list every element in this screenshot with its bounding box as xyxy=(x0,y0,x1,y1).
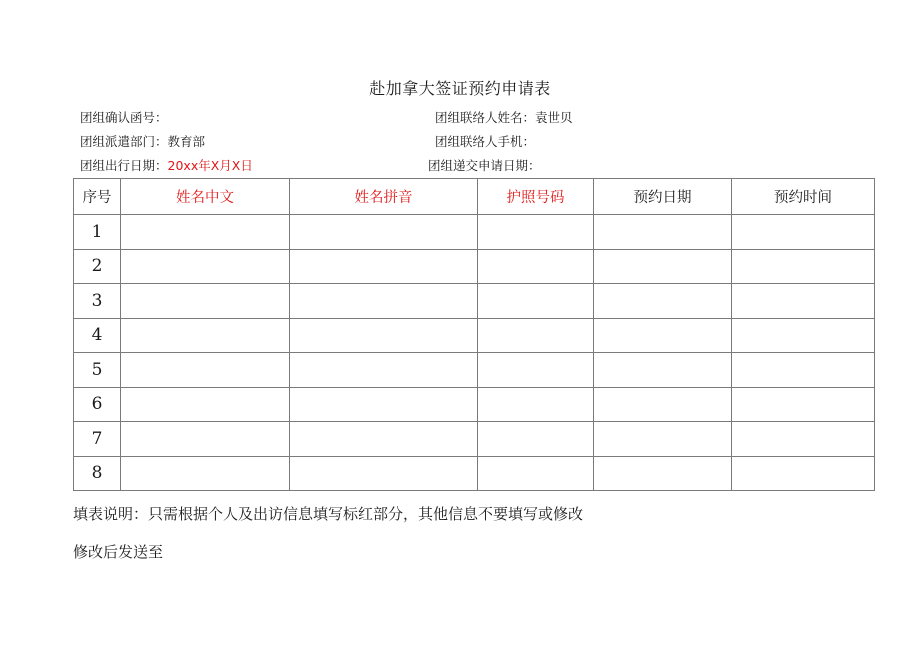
passport-number-cell[interactable] xyxy=(478,387,594,422)
contact-name-label: 团组联络人姓名： xyxy=(435,110,536,125)
appointment-table xyxy=(73,178,875,491)
name-pinyin-cell[interactable] xyxy=(290,387,478,422)
contact-name-field xyxy=(435,108,573,126)
appointment-date-cell[interactable] xyxy=(594,215,732,250)
appointment-time-cell[interactable] xyxy=(732,422,875,457)
appointment-date-cell[interactable] xyxy=(594,456,732,491)
name-pinyin-cell[interactable] xyxy=(290,284,478,319)
header-name-pinyin: 姓名拼音 xyxy=(290,179,478,215)
name-pinyin-cell[interactable] xyxy=(290,456,478,491)
passport-number-cell[interactable] xyxy=(478,353,594,388)
form-title: 赴加拿大签证预约申请表 xyxy=(369,79,551,98)
confirm-letter-label: 团组确认函号： xyxy=(80,110,168,125)
appointment-date-cell[interactable] xyxy=(594,318,732,353)
name-pinyin-cell[interactable] xyxy=(290,249,478,284)
appointment-date-cell[interactable] xyxy=(594,284,732,319)
name-chinese-cell[interactable] xyxy=(121,422,290,457)
name-pinyin-cell[interactable] xyxy=(290,353,478,388)
departure-date-value: 20xx年X月X日 xyxy=(167,158,253,173)
contact-phone-label: 团组联络人手机： xyxy=(435,134,536,149)
submit-date-field xyxy=(428,156,541,174)
departure-date-label: 团组出行日期： xyxy=(80,158,168,173)
confirm-letter-field xyxy=(80,108,168,126)
table-body xyxy=(74,215,875,491)
appointment-time-cell[interactable] xyxy=(732,284,875,319)
table-row xyxy=(74,215,875,250)
table-row xyxy=(74,249,875,284)
table-row xyxy=(74,353,875,388)
table-row xyxy=(74,422,875,457)
row-number: 5 xyxy=(74,353,121,388)
header-appointment-time: 预约时间 xyxy=(732,179,875,215)
dispatch-dept-value: 教育部 xyxy=(167,134,206,149)
table-row xyxy=(74,387,875,422)
appointment-time-cell[interactable] xyxy=(732,249,875,284)
table-header-row xyxy=(74,179,875,215)
contact-phone-field xyxy=(435,132,535,150)
appointment-date-cell[interactable] xyxy=(594,422,732,457)
dispatch-dept-label: 团组派遣部门： xyxy=(80,134,168,149)
name-chinese-cell[interactable] xyxy=(121,387,290,422)
table-row xyxy=(74,318,875,353)
appointment-time-cell[interactable] xyxy=(732,215,875,250)
name-chinese-cell[interactable] xyxy=(121,249,290,284)
table-row xyxy=(74,284,875,319)
name-chinese-cell[interactable] xyxy=(121,284,290,319)
header-appointment-date: 预约日期 xyxy=(594,179,732,215)
row-number: 8 xyxy=(74,456,121,491)
departure-date-field xyxy=(80,156,253,174)
appointment-time-cell[interactable] xyxy=(732,318,875,353)
table-row xyxy=(74,456,875,491)
passport-number-cell[interactable] xyxy=(478,318,594,353)
name-chinese-cell[interactable] xyxy=(121,353,290,388)
header-seq: 序号 xyxy=(74,179,121,215)
appointment-date-cell[interactable] xyxy=(594,387,732,422)
instruction-note: 填表说明：只需根据个人及出访信息填写标红部分，其他信息不要填写或修改 xyxy=(73,505,584,523)
row-number: 4 xyxy=(74,318,121,353)
dispatch-dept-field xyxy=(80,132,205,150)
name-chinese-cell[interactable] xyxy=(121,215,290,250)
row-number: 2 xyxy=(74,249,121,284)
passport-number-cell[interactable] xyxy=(478,284,594,319)
passport-number-cell[interactable] xyxy=(478,215,594,250)
name-pinyin-cell[interactable] xyxy=(290,318,478,353)
header-name-chinese: 姓名中文 xyxy=(121,179,290,215)
passport-number-cell[interactable] xyxy=(478,456,594,491)
send-to-note: 修改后发送至 xyxy=(73,543,164,561)
submit-date-label: 团组递交申请日期： xyxy=(428,158,541,173)
name-chinese-cell[interactable] xyxy=(121,456,290,491)
name-pinyin-cell[interactable] xyxy=(290,215,478,250)
name-pinyin-cell[interactable] xyxy=(290,422,478,457)
contact-name-value: 袁世贝 xyxy=(535,110,573,125)
header-passport-number: 护照号码 xyxy=(478,179,594,215)
passport-number-cell[interactable] xyxy=(478,249,594,284)
name-chinese-cell[interactable] xyxy=(121,318,290,353)
appointment-time-cell[interactable] xyxy=(732,387,875,422)
passport-number-cell[interactable] xyxy=(478,422,594,457)
row-number: 3 xyxy=(74,284,121,319)
appointment-time-cell[interactable] xyxy=(732,456,875,491)
row-number: 1 xyxy=(74,215,121,250)
appointment-time-cell[interactable] xyxy=(732,353,875,388)
appointment-date-cell[interactable] xyxy=(594,353,732,388)
row-number: 7 xyxy=(74,422,121,457)
row-number: 6 xyxy=(74,387,121,422)
appointment-date-cell[interactable] xyxy=(594,249,732,284)
